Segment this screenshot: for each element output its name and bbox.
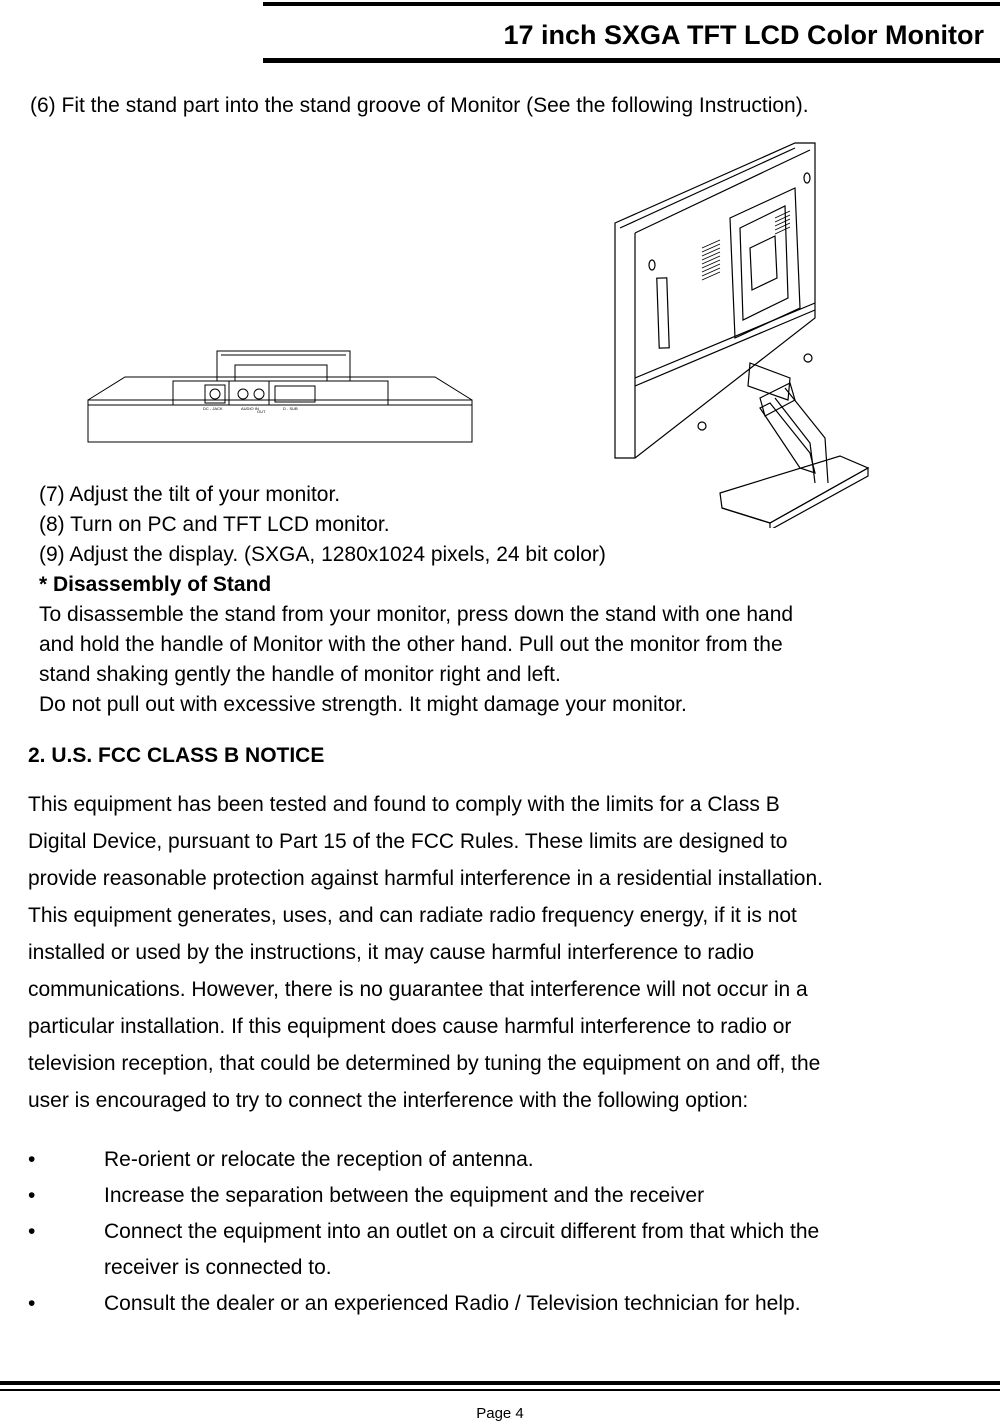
disassembly-line: stand shaking gently the handle of monitor right and left. <box>39 663 561 686</box>
fcc-line: installed or used by the instructions, it may cause harmful interference to radio <box>28 941 755 964</box>
fcc-line: This equipment has been tested and found to comply with the limits for a Class B <box>28 793 780 816</box>
footer-rule-thin <box>0 1389 1000 1391</box>
fcc-line: television reception, that could be determined by tuning the equipment on and off, the <box>28 1052 821 1075</box>
list-item-text-continued: receiver is connected to. <box>104 1256 332 1279</box>
page-number: Page 4 <box>476 1405 524 1422</box>
port-label-d-sub: D - SUB <box>283 406 298 411</box>
step-9-text: (9) Adjust the display. (SXGA, 1280x1024 pixels, 24 bit color) <box>39 543 606 566</box>
list-item-text: Increase the separation between the equipment and the receiver <box>104 1184 705 1207</box>
header-rule-top <box>263 2 1000 6</box>
disassembly-line: and hold the handle of Monitor with the other hand. Pull out the monitor from the <box>39 633 783 656</box>
port-label-dc-jack: DC - JACK <box>203 406 223 411</box>
list-item <box>28 1292 988 1328</box>
bullet-icon: • <box>28 1184 36 1207</box>
list-item-text: Connect the equipment into an outlet on a circuit different from that which the <box>104 1220 820 1243</box>
list-item <box>28 1184 988 1220</box>
fcc-line: particular installation. If this equipment does cause harmful interference to radio or <box>28 1015 792 1038</box>
bullet-icon: • <box>28 1292 36 1315</box>
list-item-text: Consult the dealer or an experienced Radio / Television technician for help. <box>104 1292 801 1315</box>
page-header-title: 17 inch SXGA TFT LCD Color Monitor <box>503 20 984 50</box>
fcc-options-list <box>28 1148 988 1328</box>
fcc-line: Digital Device, pursuant to Part 15 of the FCC Rules. These limits are designed to <box>28 830 788 853</box>
fcc-line: provide reasonable protection against harmful interference in a residential installation. <box>28 867 823 890</box>
list-item <box>28 1220 988 1292</box>
monitor-bottom-view-figure <box>85 345 475 445</box>
footer-rule-thick <box>0 1381 1000 1385</box>
list-item <box>28 1148 988 1184</box>
disassembly-heading: * Disassembly of Stand <box>39 573 272 596</box>
bullet-icon: • <box>28 1148 36 1171</box>
header-rule-bottom <box>263 58 1000 63</box>
bullet-icon: • <box>28 1220 36 1243</box>
step-7-text: (7) Adjust the tilt of your monitor. <box>39 483 341 506</box>
fcc-notice-heading: 2. U.S. FCC CLASS B NOTICE <box>28 744 325 767</box>
fcc-notice-body <box>28 786 988 1119</box>
step-8-text: (8) Turn on PC and TFT LCD monitor. <box>39 513 390 536</box>
fcc-line: communications. However, there is no guarantee that interference will not occur in a <box>28 978 808 1001</box>
port-label-out: OUT <box>257 409 266 414</box>
fcc-line: user is encouraged to try to connect the interference with the following option: <box>28 1089 749 1112</box>
fcc-line: This equipment generates, uses, and can radiate radio frequency energy, if it is not <box>28 904 797 927</box>
step-6-text: (6) Fit the stand part into the stand groove of Monitor (See the following Instruction). <box>30 94 809 117</box>
port-label-audio-in: AUDIO IN <box>241 406 259 411</box>
monitor-rear-stand-figure <box>610 138 875 528</box>
list-item-text: Re-orient or relocate the reception of antenna. <box>104 1148 534 1171</box>
disassembly-warning: Do not pull out with excessive strength. It might damage your monitor. <box>39 693 687 716</box>
disassembly-line: To disassemble the stand from your monitor, press down the stand with one hand <box>39 603 794 626</box>
